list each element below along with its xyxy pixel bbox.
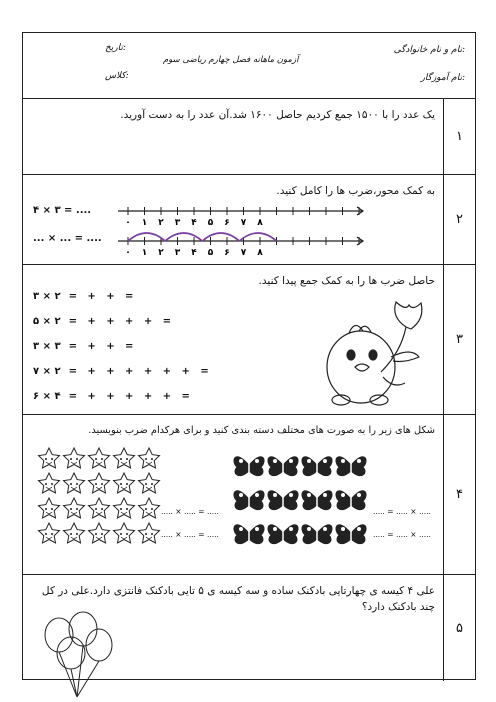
butterfly-icon bbox=[302, 457, 332, 476]
tick-label: ۴ bbox=[191, 218, 197, 228]
butterfly-icon bbox=[268, 525, 298, 544]
question-1-number: ۱ bbox=[443, 99, 475, 174]
star-icon bbox=[64, 448, 85, 468]
question-2-equation-1: ۴ × ۳ = .... bbox=[33, 205, 92, 216]
star-icon bbox=[139, 498, 160, 518]
star-icon bbox=[114, 523, 135, 543]
star-icon bbox=[89, 448, 110, 468]
star-icon bbox=[139, 473, 160, 493]
tick-label: ۸ bbox=[257, 248, 263, 258]
question-5-number: ۵ bbox=[443, 575, 475, 681]
star-icon bbox=[89, 473, 110, 493]
tick-label: ۵ bbox=[207, 218, 214, 228]
tick-label: ۷ bbox=[240, 218, 247, 228]
addition-row bbox=[33, 291, 133, 302]
question-5-text: علی ۴ کیسه ی چهارتایی بادکنک ساده و سه کیسه ی ۵ تایی بادکنک فانتزی دارد.علی در کل چند بادکنک دارد؟ bbox=[41, 585, 435, 613]
addition-row bbox=[33, 316, 171, 327]
star-icon bbox=[89, 523, 110, 543]
tick-label: ۰ bbox=[125, 248, 131, 258]
question-1-row bbox=[23, 99, 475, 175]
tick-label: ۱ bbox=[141, 248, 148, 258]
duck-with-tulip-illustration bbox=[321, 297, 431, 412]
question-3-text: حاصل ضرب ها را به کمک جمع پیدا کنید. bbox=[258, 275, 435, 287]
jump-arc bbox=[128, 233, 165, 241]
balloons-illustration bbox=[37, 611, 117, 701]
star-icon bbox=[64, 523, 85, 543]
stars-grid bbox=[37, 447, 167, 547]
question-1-text: یک عدد را با ۱۵۰۰ جمع کردیم حاصل ۱۶۰۰ شد.آن عدد را به دست آورید. bbox=[120, 109, 435, 121]
class-label: کلاس: bbox=[105, 71, 129, 81]
star-icon bbox=[39, 448, 60, 468]
tick-label: ۸ bbox=[257, 218, 263, 228]
addition-blanks: = + + + + + = bbox=[68, 391, 190, 402]
question-1-content bbox=[23, 99, 443, 174]
butterfly-icon bbox=[336, 491, 366, 510]
question-4-content bbox=[23, 415, 443, 574]
name-label: نام و نام خانوادگی: bbox=[393, 45, 465, 55]
tick-label: ۴ bbox=[191, 248, 197, 258]
star-icon bbox=[39, 523, 60, 543]
number-line-1 bbox=[118, 207, 363, 228]
multiplication-expression: ۶ × ۴ bbox=[33, 391, 61, 402]
star-icon bbox=[89, 498, 110, 518]
butterfly-icon bbox=[234, 491, 264, 510]
question-4-row bbox=[23, 415, 475, 575]
question-3-row bbox=[23, 265, 475, 415]
worksheet bbox=[22, 32, 476, 680]
tick-label: ۳ bbox=[174, 218, 181, 228]
multiplication-expression: ۳ × ۳ bbox=[33, 341, 61, 352]
butterfly-icon bbox=[268, 457, 298, 476]
butterflies-grid bbox=[233, 449, 368, 559]
stars-blank-1: ..... × ..... = ..... bbox=[161, 507, 219, 516]
question-3-content bbox=[23, 265, 443, 414]
question-2-text: به کمک محور،ضرب ها را کامل کنید. bbox=[276, 185, 435, 197]
multiplication-expression: ۷ × ۲ bbox=[33, 366, 61, 377]
butterfly-icon bbox=[302, 525, 332, 544]
addition-blanks: = + + + + + + = bbox=[68, 366, 209, 377]
number-line-2 bbox=[118, 233, 363, 258]
tick-label: ۶ bbox=[224, 218, 230, 228]
butterflies-blank-1: ..... = ..... × ..... bbox=[373, 507, 431, 516]
multiplication-expression: ۵ × ۲ bbox=[33, 316, 61, 327]
question-5-content bbox=[23, 575, 443, 681]
star-icon bbox=[39, 473, 60, 493]
star-icon bbox=[64, 498, 85, 518]
jump-arc bbox=[202, 233, 239, 241]
question-2-content bbox=[23, 175, 443, 264]
star-icon bbox=[114, 473, 135, 493]
butterfly-icon bbox=[268, 491, 298, 510]
addition-blanks: = + + = bbox=[68, 291, 134, 302]
star-icon bbox=[39, 498, 60, 518]
page-title: آزمون ماهانه فصل چهارم ریاضی سوم bbox=[163, 55, 299, 65]
butterflies-blank-2: ..... = ..... × ..... bbox=[373, 530, 431, 539]
question-3-number: ۳ bbox=[443, 265, 475, 414]
teacher-label: نام آموزگار: bbox=[420, 73, 465, 83]
tick-label: ۰ bbox=[125, 218, 131, 228]
tick-label: ۳ bbox=[174, 248, 181, 258]
question-2-equation-2: ... × ... = .... bbox=[33, 233, 102, 244]
stars-blank-2: ..... × ..... = ..... bbox=[161, 530, 219, 539]
star-icon bbox=[64, 473, 85, 493]
question-2-row bbox=[23, 175, 475, 265]
addition-row bbox=[33, 391, 190, 402]
addition-row bbox=[33, 366, 209, 377]
butterfly-icon bbox=[336, 525, 366, 544]
jump-arc bbox=[165, 233, 202, 241]
addition-row bbox=[33, 341, 133, 352]
tick-label: ۱ bbox=[141, 218, 148, 228]
header-row bbox=[23, 33, 475, 99]
multiplication-expression: ۳ × ۲ bbox=[33, 291, 61, 302]
star-icon bbox=[114, 448, 135, 468]
star-icon bbox=[114, 498, 135, 518]
butterfly-icon bbox=[234, 525, 264, 544]
tick-label: ۷ bbox=[240, 248, 247, 258]
question-4-number: ۴ bbox=[443, 415, 475, 574]
tick-label: ۶ bbox=[224, 248, 230, 258]
addition-blanks: = + + + + = bbox=[68, 316, 172, 327]
butterfly-icon bbox=[234, 457, 264, 476]
question-2-number: ۲ bbox=[443, 175, 475, 264]
butterfly-icon bbox=[302, 491, 332, 510]
tick-label: ۲ bbox=[158, 248, 164, 258]
butterfly-icon bbox=[336, 457, 366, 476]
star-icon bbox=[139, 448, 160, 468]
star-icon bbox=[139, 523, 160, 543]
jump-arc bbox=[239, 233, 276, 241]
addition-blanks: = + + = bbox=[68, 341, 134, 352]
date-label: تاریخ: bbox=[105, 43, 126, 53]
tick-label: ۵ bbox=[207, 248, 214, 258]
question-4-text: شکل های زیر را به صورت های مختلف دسته بندی کنید و برای هرکدام ضرب بنویسید. bbox=[88, 425, 435, 436]
question-5-row bbox=[23, 575, 475, 681]
tick-label: ۲ bbox=[158, 218, 164, 228]
